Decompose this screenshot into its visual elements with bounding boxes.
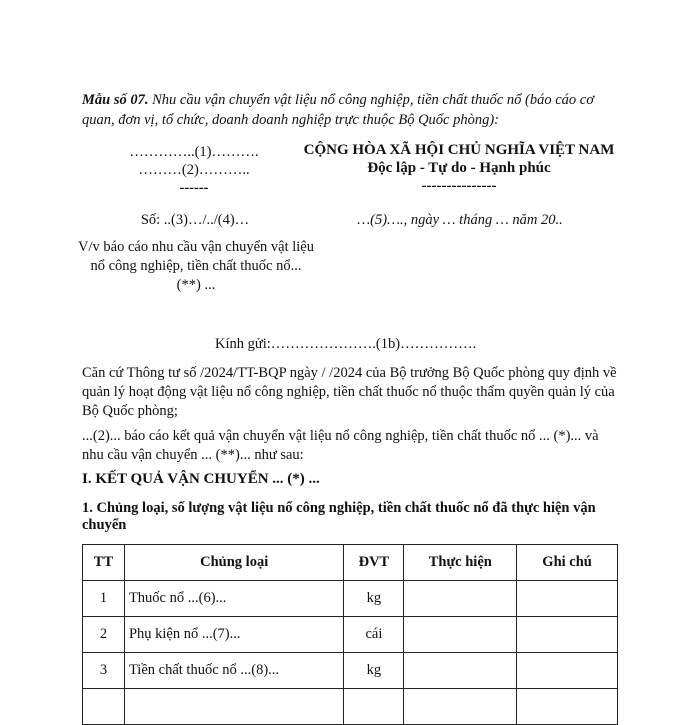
cell-done (404, 617, 517, 653)
agency-header (88, 143, 300, 197)
legal-basis-paragraph: Căn cứ Thông tư số /2024/TT-BQP ngày / /2024 của Bộ trưởng Bộ Quốc phòng quy định về quản lý hoạt động vật liệu nổ công nghiệp, tiền chất thuốc nổ thuộc thẩm quyền quản lý của Bộ Quốc phòng; (82, 365, 617, 419)
header-tt: TT (83, 545, 125, 581)
cell-type: Phụ kiện nổ ...(7)... (124, 617, 344, 653)
form-description: Nhu cầu vận chuyển vật liệu nổ công nghiệp, tiền chất thuốc nổ (báo cáo cơ quan, đơn vị, tổ chức, doanh doanh nghiệp trực thuộc Bộ Quốc phòng): (82, 92, 594, 128)
report-intro-paragraph: ...(2)... báo cáo kết quả vận chuyển vật liệu nổ công nghiệp, tiền chất thuốc nổ ... (*)... và nhu cầu vận chuyển ... (**)... như sau: (82, 428, 599, 463)
table-row (83, 617, 618, 653)
document-number: Số: ..(3)…/../(4)… (140, 212, 250, 228)
document-subject: V/v báo cáo nhu cầu vận chuyển vật liệu nổ công nghiệp, tiền chất thuốc nổ... (**) ... (78, 239, 314, 293)
cell-unit: kg (344, 653, 404, 689)
agency-rule: ------ (179, 180, 209, 196)
transport-table (82, 544, 618, 725)
cell-done (404, 689, 517, 725)
cell-type (124, 689, 344, 725)
national-rule: --------------- (421, 178, 497, 194)
header-unit: ĐVT (344, 545, 404, 581)
cell-notes (517, 581, 618, 617)
table-row (83, 653, 618, 689)
agency-line-1: …………..(1)………. (129, 144, 259, 160)
table-row (83, 689, 618, 725)
cell-tt: 3 (83, 653, 125, 689)
form-intro (82, 90, 622, 130)
cell-type: Thuốc nổ ...(6)... (124, 581, 344, 617)
header-done: Thực hiện (404, 545, 517, 581)
cell-notes (517, 689, 618, 725)
header-type: Chủng loại (124, 545, 344, 581)
cell-done (404, 653, 517, 689)
national-header (300, 141, 618, 195)
agency-line-2: ………(2)……….. (138, 162, 250, 178)
cell-tt (83, 689, 125, 725)
cell-unit: cái (344, 617, 404, 653)
subsection-heading: 1. Chủng loại, số lượng vật liệu nổ công nghiệp, tiền chất thuốc nổ đã thực hiện vận chuyển (82, 500, 596, 533)
cell-tt: 2 (83, 617, 125, 653)
cell-notes (517, 617, 618, 653)
header-notes: Ghi chú (517, 545, 618, 581)
document-date: …(5)…., ngày … tháng … năm 20.. (357, 212, 563, 228)
national-title: CỘNG HÒA XÃ HỘI CHỦ NGHĨA VIỆT NAM (303, 142, 615, 158)
cell-notes (517, 653, 618, 689)
table-header-row (83, 545, 618, 581)
cell-tt: 1 (83, 581, 125, 617)
recipient-line: Kính gửi:………………….(1b)……………. (215, 336, 477, 352)
cell-done (404, 581, 517, 617)
national-motto: Độc lập - Tự do - Hạnh phúc (367, 160, 551, 176)
section-heading: I. KẾT QUẢ VẬN CHUYỂN ... (*) ... (82, 471, 320, 487)
table-row (83, 581, 618, 617)
cell-unit (344, 689, 404, 725)
cell-unit: kg (344, 581, 404, 617)
cell-type: Tiền chất thuốc nổ ...(8)... (124, 653, 344, 689)
form-label: Mẫu số 07. (82, 92, 149, 108)
